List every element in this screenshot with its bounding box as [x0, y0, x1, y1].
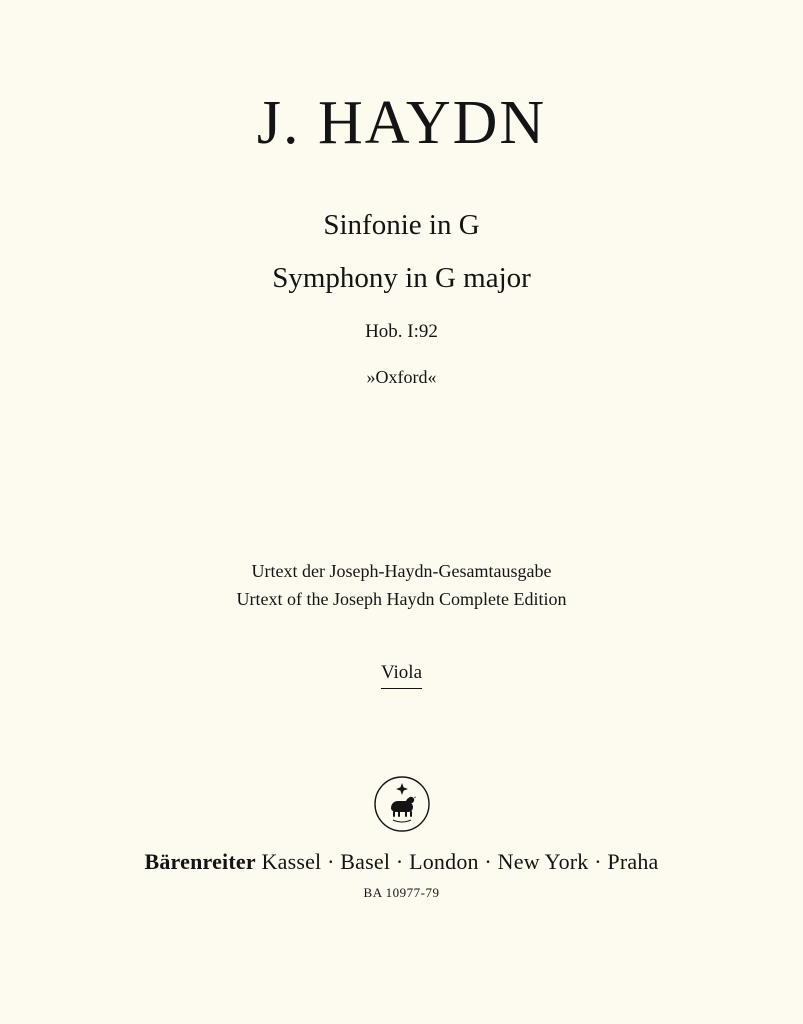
catalogue-number: Hob. I:92	[365, 321, 438, 342]
publisher-line	[144, 849, 658, 875]
urtext-line-german: Urtext der Joseph-Haydn-Gesamtausgabe	[251, 561, 552, 581]
publisher-brand: Bärenreiter	[144, 848, 256, 874]
urtext-line-english: Urtext of the Joseph Haydn Complete Edition	[236, 588, 567, 609]
work-nickname: »Oxford«	[366, 367, 437, 387]
work-title-english: Symphony in G major	[272, 262, 531, 294]
composer-name: J. HAYDN	[256, 89, 547, 157]
urtext-statement	[237, 558, 567, 614]
work-title-german: Sinfonie in G	[323, 209, 480, 241]
publisher-cities: Kassel · Basel · London · New York · Praha	[261, 848, 659, 874]
plate-number: BA 10977-79	[363, 884, 440, 900]
instrument-part-label: Viola	[381, 662, 422, 689]
baerenreiter-bear-logo	[372, 775, 432, 833]
